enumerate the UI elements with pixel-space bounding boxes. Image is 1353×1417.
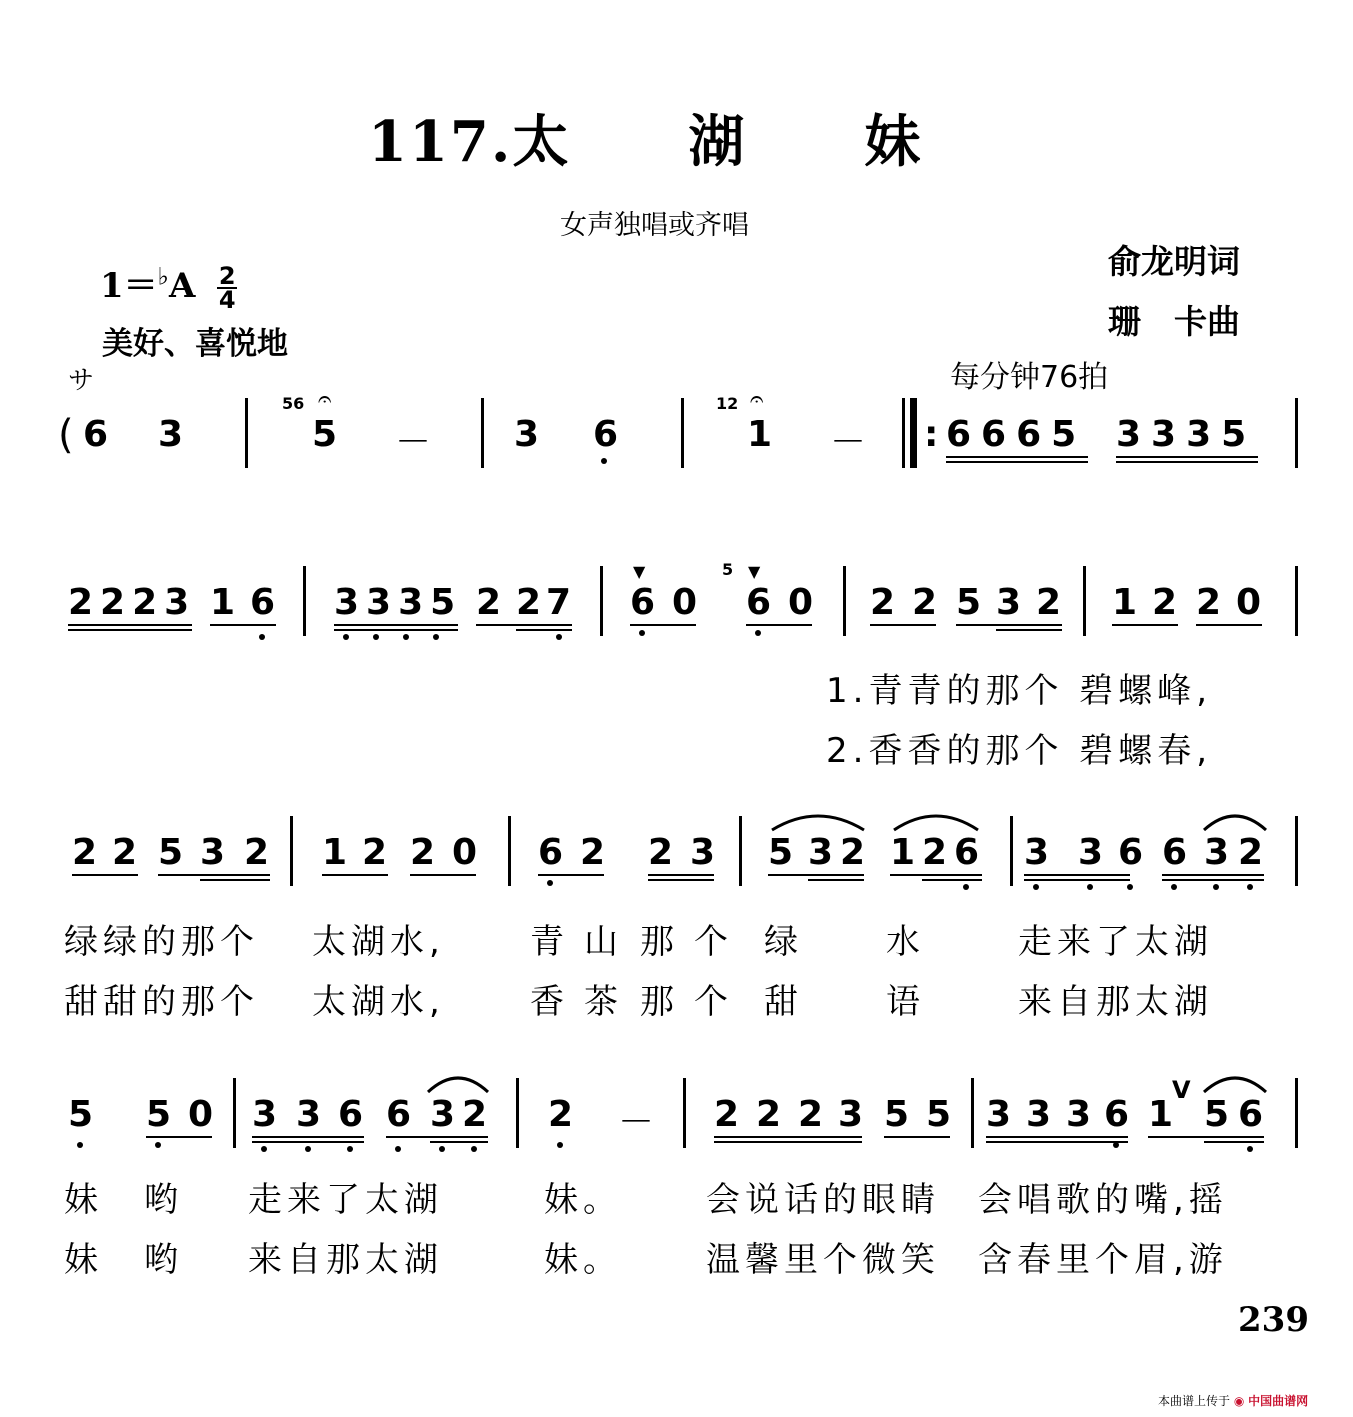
- beam: [158, 874, 270, 876]
- beam: [630, 624, 696, 626]
- note: 3: [1024, 832, 1050, 873]
- beam: [1162, 879, 1264, 881]
- low-octave-dot: [639, 630, 645, 636]
- note: 2: [580, 832, 606, 873]
- barline: [481, 398, 484, 468]
- lyric-verse-2: 来自那太湖: [248, 1240, 443, 1280]
- low-octave-dot: [305, 1146, 311, 1152]
- beam: [430, 1141, 488, 1143]
- beam: [538, 874, 604, 876]
- note: 2: [756, 1094, 782, 1135]
- note: 2: [840, 832, 866, 873]
- note: 1: [322, 832, 348, 873]
- beam: [808, 879, 864, 881]
- beam: [1116, 456, 1258, 458]
- beam: [648, 874, 714, 876]
- note: 3: [430, 1094, 456, 1135]
- note: 2: [112, 832, 138, 873]
- note: 2: [798, 1094, 824, 1135]
- note: 3: [986, 1094, 1012, 1135]
- low-octave-dot: [155, 1142, 161, 1148]
- note: 3: [514, 414, 540, 455]
- beam: [986, 1141, 1128, 1143]
- low-octave-dot: [1171, 884, 1177, 890]
- beam: [746, 624, 812, 626]
- low-octave-dot: [347, 1146, 353, 1152]
- tempo-marking: 美好、喜悦地: [102, 326, 288, 362]
- low-octave-dot: [557, 1142, 563, 1148]
- note: 1: [1112, 582, 1138, 623]
- rubato-mark: サ: [68, 366, 95, 396]
- barline: [1295, 816, 1298, 886]
- lyric-verse-1: 走来了太湖: [248, 1180, 443, 1220]
- low-octave-dot: [261, 1146, 267, 1152]
- lyric-verse-1: 绿: [764, 922, 803, 962]
- time-signature: [217, 262, 237, 314]
- note: 5: [926, 1094, 952, 1135]
- lyric-verse-2: 香茶: [530, 982, 638, 1022]
- barline: [1083, 566, 1086, 636]
- beam: [946, 456, 1088, 458]
- note: 3: [1078, 832, 1104, 873]
- lyric-verse-2: 含春里个眉,游: [978, 1240, 1228, 1280]
- note: 2: [1152, 582, 1178, 623]
- lyric-verse-1: 绿绿的那个: [64, 922, 259, 962]
- lyric-verse-1: 太湖水,: [312, 922, 445, 962]
- note: 3: [1026, 1094, 1052, 1135]
- beam: [648, 879, 714, 881]
- note: 2: [912, 582, 938, 623]
- low-octave-dot: [403, 634, 409, 640]
- beam: [210, 624, 276, 626]
- beam: [476, 624, 572, 626]
- note: 3: [158, 414, 184, 455]
- lyric-verse-1: 那个: [640, 922, 748, 962]
- lyric-verse-1: 会唱歌的嘴,摇: [978, 1180, 1228, 1220]
- title-char-3: 妹: [864, 109, 923, 175]
- slur: [424, 1070, 492, 1096]
- note: 2: [462, 1094, 488, 1135]
- beam: [768, 874, 864, 876]
- repeat-barline: [910, 398, 917, 468]
- lyric-verse-1: 1.青青的那个 碧螺峰,: [826, 671, 1213, 711]
- note: 5: [158, 832, 184, 873]
- grace-notes: 12: [716, 394, 739, 413]
- open-paren: (: [58, 412, 74, 458]
- note: 5: [884, 1094, 910, 1135]
- beam: [1196, 624, 1262, 626]
- barline: [902, 398, 905, 468]
- low-octave-dot: [1033, 884, 1039, 890]
- note: 3: [690, 832, 716, 873]
- title-char-1: 太: [512, 109, 571, 175]
- flat-sign: ♭: [157, 261, 169, 291]
- note: 6: [1118, 832, 1144, 873]
- note: 5: [146, 1094, 172, 1135]
- note-group: 6665: [946, 414, 1087, 455]
- note: 0: [1236, 582, 1262, 623]
- beam: [322, 874, 388, 876]
- lyric-verse-2: 甜: [764, 982, 803, 1022]
- low-octave-dot: [1247, 1146, 1253, 1152]
- lyric-verse-1: 妹。: [544, 1180, 622, 1220]
- note: 2: [648, 832, 674, 873]
- note-group: 3335: [1116, 414, 1257, 455]
- lyric-verse-1: 妹: [64, 1180, 103, 1220]
- beam: [986, 1136, 1128, 1138]
- lyric-verse-2: 温馨里个微笑: [706, 1240, 940, 1280]
- lyric-verse-2: 语: [886, 982, 925, 1022]
- dash: －: [395, 422, 432, 463]
- note: 5: [68, 1094, 94, 1135]
- beam: [1024, 879, 1130, 881]
- note: 6: [386, 1094, 412, 1135]
- beam: [1024, 874, 1130, 876]
- site-logo-icon: ◉: [1233, 1394, 1245, 1408]
- beam: [410, 874, 476, 876]
- beam: [200, 879, 270, 881]
- lyric-verse-2: 妹: [64, 1240, 103, 1280]
- note: 6: [538, 832, 564, 873]
- low-octave-dot: [259, 634, 265, 640]
- barline: [843, 566, 846, 636]
- low-octave-dot: [1213, 884, 1219, 890]
- barline: [683, 1078, 686, 1148]
- lyric-verse-2: 哟: [144, 1240, 183, 1280]
- note: 2: [1238, 832, 1264, 873]
- composer: 珊 卡曲: [1108, 302, 1240, 341]
- beam: [252, 1141, 364, 1143]
- note: 6: [593, 414, 619, 455]
- lyric-verse-1: 青山: [530, 922, 638, 962]
- beam: [1148, 1136, 1264, 1138]
- note: 2: [516, 582, 542, 623]
- barline: [233, 1078, 236, 1148]
- note: 2: [714, 1094, 740, 1135]
- repeat-dots: :: [924, 414, 939, 455]
- barline: [303, 566, 306, 636]
- note: 1: [210, 582, 236, 623]
- low-octave-dot: [601, 458, 607, 464]
- note: 2: [548, 1094, 574, 1135]
- time-denominator: 4: [218, 286, 236, 314]
- page-title: [368, 98, 922, 178]
- note: 6: [1162, 832, 1188, 873]
- barline: [971, 1078, 974, 1148]
- beam: [1112, 624, 1178, 626]
- title-number: 117.: [368, 109, 513, 175]
- beam: [146, 1136, 212, 1138]
- lyric-verse-2: 甜甜的那个: [64, 982, 259, 1022]
- barline: [245, 398, 248, 468]
- note: 0: [452, 832, 478, 873]
- beam: [946, 461, 1088, 463]
- grace-note: 5: [722, 560, 734, 579]
- low-octave-dot: [1247, 884, 1253, 890]
- barline: [508, 816, 511, 886]
- note: 6: [338, 1094, 364, 1135]
- note: 2: [362, 832, 388, 873]
- note: 3: [996, 582, 1022, 623]
- barline: [1010, 816, 1013, 886]
- beam: [884, 1136, 950, 1138]
- grace-notes: 56: [282, 394, 305, 413]
- beam: [890, 874, 982, 876]
- beam: [334, 629, 458, 631]
- beam: [956, 624, 1062, 626]
- lyric-verse-2: 来自那太湖: [1018, 982, 1213, 1022]
- barline: [1295, 1078, 1298, 1148]
- slur: [890, 808, 982, 834]
- note: 3: [808, 832, 834, 873]
- low-octave-dot: [439, 1146, 445, 1152]
- beam: [714, 1136, 862, 1138]
- lyricist: 俞龙明词: [1108, 242, 1240, 281]
- beam: [714, 1141, 862, 1143]
- low-octave-dot: [547, 880, 553, 886]
- low-octave-dot: [373, 634, 379, 640]
- note: 2: [1036, 582, 1062, 623]
- accent-icon: ▼: [633, 562, 646, 581]
- low-octave-dot: [77, 1142, 83, 1148]
- lyric-verse-1: 水: [886, 922, 925, 962]
- slur: [768, 808, 868, 834]
- note: 3: [296, 1094, 322, 1135]
- slur: [1200, 1070, 1270, 1096]
- subtitle: 女声独唱或齐唱: [560, 210, 749, 241]
- note-group: 3335: [334, 582, 463, 623]
- note: 3: [252, 1094, 278, 1135]
- barline: [739, 816, 742, 886]
- metronome: 每分钟76拍: [950, 360, 1109, 395]
- barline: [600, 566, 603, 636]
- beam: [386, 1136, 488, 1138]
- beam: [68, 629, 192, 631]
- note: 6: [746, 582, 772, 623]
- note: 3: [838, 1094, 864, 1135]
- slur: [1200, 808, 1270, 834]
- beam: [996, 629, 1062, 631]
- low-octave-dot: [963, 884, 969, 890]
- note: 5: [768, 832, 794, 873]
- lyric-verse-1: 哟: [144, 1180, 183, 1220]
- footer-text: 本曲谱上传于: [1158, 1394, 1231, 1408]
- note: 2: [476, 582, 502, 623]
- beam: [870, 624, 936, 626]
- lyric-verse-2: 妹。: [544, 1240, 622, 1280]
- fermata-icon: 𝄐: [750, 385, 764, 413]
- beam: [68, 624, 192, 626]
- note: 6: [954, 832, 980, 873]
- low-octave-dot: [1087, 884, 1093, 890]
- beam: [516, 629, 572, 631]
- low-octave-dot: [395, 1146, 401, 1152]
- time-numerator: 2: [218, 262, 236, 290]
- note: 5: [312, 414, 338, 455]
- breath-mark: V: [1172, 1076, 1191, 1104]
- title-char-2: 湖: [688, 109, 747, 175]
- note: 7: [546, 582, 572, 623]
- beam: [922, 879, 982, 881]
- note: 3: [1204, 832, 1230, 873]
- page-number: 239: [1238, 1300, 1309, 1340]
- low-octave-dot: [1127, 884, 1133, 890]
- beam: [1116, 461, 1258, 463]
- beam: [334, 624, 458, 626]
- note: 5: [1204, 1094, 1230, 1135]
- note: 6: [1104, 1094, 1130, 1135]
- key-signature: [100, 258, 237, 314]
- note: 3: [1066, 1094, 1092, 1135]
- note: 2: [244, 832, 270, 873]
- footer: [1158, 1392, 1308, 1409]
- note: 2: [72, 832, 98, 873]
- note: 0: [788, 582, 814, 623]
- lyric-verse-2: 太湖水,: [312, 982, 445, 1022]
- note: 2: [870, 582, 896, 623]
- low-octave-dot: [556, 634, 562, 640]
- note-group: 2223: [68, 582, 197, 623]
- note: 0: [188, 1094, 214, 1135]
- note: 0: [672, 582, 698, 623]
- note: 5: [956, 582, 982, 623]
- barline: [516, 1078, 519, 1148]
- low-octave-dot: [471, 1146, 477, 1152]
- lyric-verse-1: 会说话的眼睛: [706, 1180, 940, 1220]
- note: 6: [630, 582, 656, 623]
- lyric-verse-2: 2.香香的那个 碧螺春,: [826, 731, 1213, 771]
- note: 3: [200, 832, 226, 873]
- low-octave-dot: [343, 634, 349, 640]
- accent-icon: ▼: [748, 562, 761, 581]
- note: 6: [250, 582, 276, 623]
- lyric-verse-2: 那个: [640, 982, 748, 1022]
- note: 2: [410, 832, 436, 873]
- note: 1: [747, 414, 773, 455]
- note: 6: [1238, 1094, 1264, 1135]
- beam: [1204, 1141, 1264, 1143]
- key-prefix: 1＝: [100, 266, 158, 306]
- low-octave-dot: [433, 634, 439, 640]
- dash: －: [618, 1102, 655, 1143]
- barline: [1295, 398, 1298, 468]
- note: 1: [1148, 1094, 1174, 1135]
- note: 6: [83, 414, 109, 455]
- barline: [290, 816, 293, 886]
- dash: －: [830, 422, 867, 463]
- barline: [1295, 566, 1298, 636]
- low-octave-dot: [755, 630, 761, 636]
- note: 1: [890, 832, 916, 873]
- fermata-icon: 𝄐: [318, 385, 332, 413]
- footer-brand[interactable]: 中国曲谱网: [1248, 1394, 1309, 1408]
- note: 2: [1196, 582, 1222, 623]
- beam: [72, 874, 138, 876]
- barline: [681, 398, 684, 468]
- key-note: A: [169, 266, 196, 306]
- beam: [252, 1136, 364, 1138]
- lyric-verse-1: 走来了太湖: [1018, 922, 1213, 962]
- beam: [1162, 874, 1264, 876]
- note: 2: [922, 832, 948, 873]
